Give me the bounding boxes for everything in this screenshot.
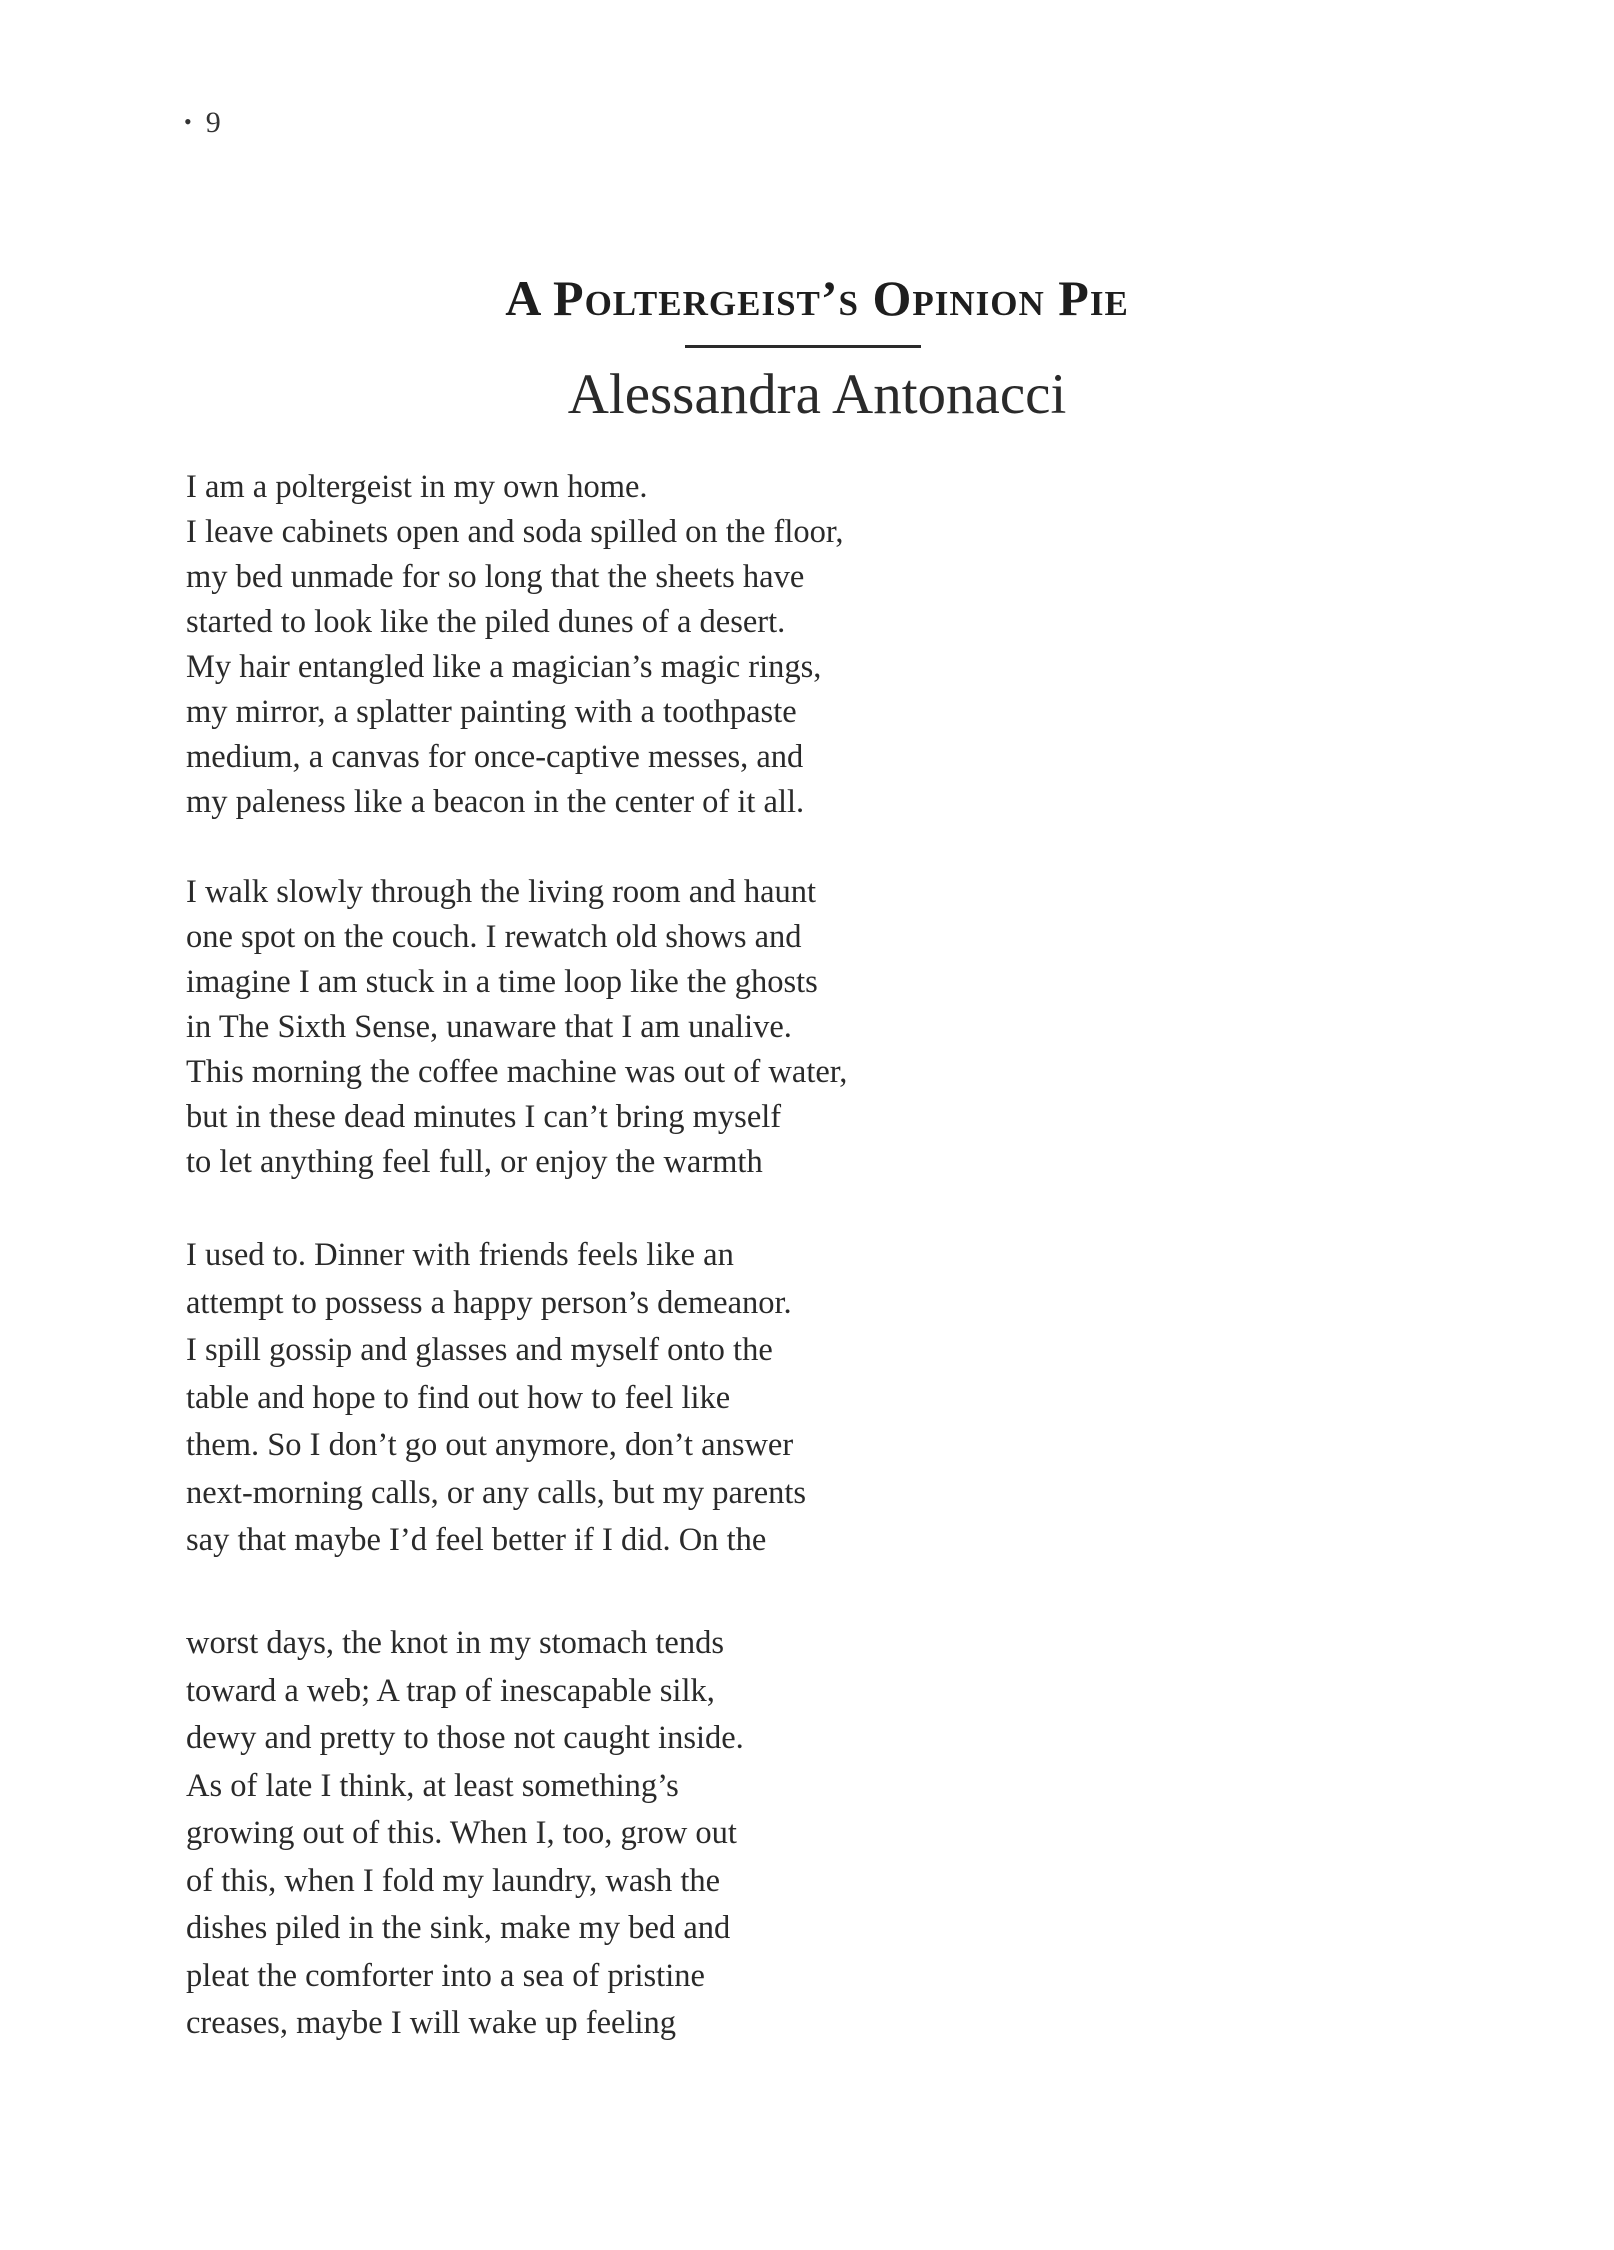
title-divider — [685, 345, 921, 348]
poem-line: but in these dead minutes I can’t bring myself — [186, 1099, 782, 1135]
poem-line: table and hope to find out how to feel like — [186, 1379, 731, 1416]
poem-line: my mirror, a splatter painting with a toothpaste — [186, 694, 797, 730]
poem-line: pleat the comforter into a sea of pristine — [186, 1957, 705, 1994]
stanza-3 — [186, 1232, 806, 1565]
poem-line: toward a web; A trap of inescapable silk, — [186, 1672, 715, 1709]
poem-line: I leave cabinets open and soda spilled on the floor, — [186, 514, 844, 550]
stanza-4 — [186, 1620, 744, 2048]
poem-author: Alessandra Antonacci — [567, 363, 1067, 426]
poem-line: This morning the coffee machine was out of water, — [186, 1054, 848, 1090]
poem-title: A Poltergeist’s Opinion Pie — [505, 270, 1129, 326]
poem-line: say that maybe I’d feel better if I did. On the — [186, 1522, 767, 1558]
page-number — [184, 102, 221, 143]
poem-line: next-morning calls, or any calls, but my parents — [186, 1474, 807, 1511]
stanza-1 — [186, 465, 844, 825]
poem-line: to let anything feel full, or enjoy the warmth — [186, 1144, 763, 1180]
poem-line: I walk slowly through the living room and haunt — [186, 874, 817, 910]
poem-line: one spot on the couch. I rewatch old shows and — [186, 919, 802, 955]
poem-line: imagine I am stuck in a time loop like the ghosts — [186, 964, 818, 1000]
poem-line: medium, a canvas for once-captive messes, and — [186, 739, 804, 775]
poem-line: I spill gossip and glasses and myself onto the — [186, 1332, 773, 1368]
poem-line: in The Sixth Sense, unaware that I am unalive. — [186, 1009, 792, 1045]
poem-line: them. So I don’t go out anymore, don’t answer — [186, 1427, 794, 1463]
poem-line: My hair entangled like a magician’s magic rings, — [186, 649, 822, 685]
poem-line: As of late I think, at least something’s — [186, 1767, 679, 1804]
poem-line: dewy and pretty to those not caught inside. — [186, 1720, 744, 1756]
poem-line: I used to. Dinner with friends feels like an — [186, 1237, 734, 1273]
poem-line: my paleness like a beacon in the center of it all. — [186, 784, 805, 820]
poem-line: worst days, the knot in my stomach tends — [186, 1625, 724, 1661]
page-number-bullet: • — [184, 109, 192, 134]
poem-line: started to look like the piled dunes of a desert. — [186, 604, 786, 640]
poem-line: I am a poltergeist in my own home. — [186, 469, 648, 505]
poem-line: my bed unmade for so long that the sheets have — [186, 559, 805, 595]
page-number-value: 9 — [205, 106, 221, 139]
poem-line: dishes piled in the sink, make my bed and — [186, 1910, 731, 1946]
poem-line: creases, maybe I will wake up feeling — [186, 2005, 677, 2041]
poem-line: of this, when I fold my laundry, wash the — [186, 1862, 721, 1899]
poem-line: growing out of this. When I, too, grow out — [186, 1815, 737, 1851]
stanza-2 — [186, 870, 847, 1185]
poem-line: attempt to possess a happy person’s demeanor. — [186, 1284, 792, 1321]
